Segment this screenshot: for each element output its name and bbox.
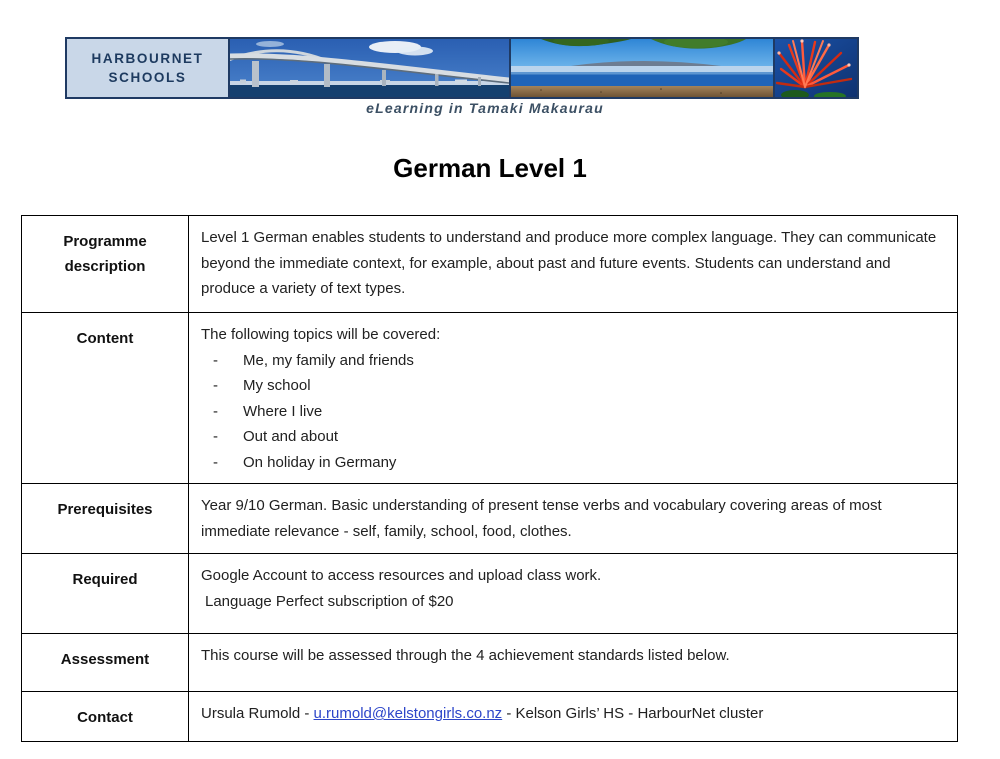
logo-line-1: HARBOURNET	[91, 51, 204, 66]
topic-item: - Me, my family and friends	[201, 348, 943, 374]
flower-illustration	[775, 39, 857, 97]
table-row-required	[22, 554, 958, 634]
beach-illustration	[511, 39, 773, 97]
prerequisites-text: Year 9/10 German. Basic understanding of present tense verbs and vocabulary covering areas of most immediate relevance - self, family, school, food, clothes.	[189, 484, 958, 554]
contact-email-link[interactable]: u.rumold@kelstongirls.co.nz	[313, 705, 503, 722]
topic-item: - Out and about	[201, 424, 943, 450]
row-label-programme-description: Programme description	[22, 216, 189, 313]
course-info-table	[21, 215, 958, 742]
contact-cell	[189, 692, 958, 742]
required-line-1: Google Account to access resources and upload class work.	[201, 567, 602, 584]
page-title: German Level 1	[393, 153, 587, 184]
table-row-assessment	[22, 634, 958, 692]
topics-list	[201, 348, 943, 476]
table-row-prerequisites	[22, 484, 958, 554]
topic-item: - On holiday in Germany	[201, 450, 943, 476]
topic-item: - My school	[201, 373, 943, 399]
pohutukawa-flower-photo	[773, 37, 859, 99]
table-row-programme-description	[22, 216, 958, 313]
harbournet-banner	[65, 37, 865, 99]
table-row-contact	[22, 692, 958, 742]
required-cell	[189, 554, 958, 634]
topic-item: - Where I live	[201, 399, 943, 425]
assessment-text: This course will be assessed through the 4 achievement standards listed below.	[189, 634, 958, 692]
row-label-prerequisites: Prerequisites	[22, 484, 189, 554]
logo-line-2: SCHOOLS	[108, 69, 187, 85]
row-label-contact: Contact	[22, 692, 189, 742]
contact-after-text: - Kelson Girls’ HS - HarbourNet cluster	[502, 705, 764, 722]
beach-rangitoto-photo	[509, 37, 775, 99]
table-row-content	[22, 313, 958, 484]
row-label-required: Required	[22, 554, 189, 634]
programme-description-text: Level 1 German enables students to understand and produce more complex language. They can communicate beyond the immediate context, for example, about past and future events. Students can understand and produce a variety of text types.	[189, 216, 958, 313]
row-label-assessment: Assessment	[22, 634, 189, 692]
banner-tagline: eLearning in Tamaki Makaurau	[366, 100, 604, 116]
required-line-2: Language Perfect subscription of $20	[205, 592, 454, 610]
bridge-illustration	[230, 39, 509, 97]
harbournet-schools-logo	[65, 37, 230, 99]
auckland-harbour-bridge-photo	[228, 37, 511, 99]
row-label-content: Content	[22, 313, 189, 484]
content-cell	[189, 313, 958, 484]
content-intro: The following topics will be covered:	[201, 326, 441, 343]
contact-name-text: Ursula Rumold -	[201, 705, 314, 722]
